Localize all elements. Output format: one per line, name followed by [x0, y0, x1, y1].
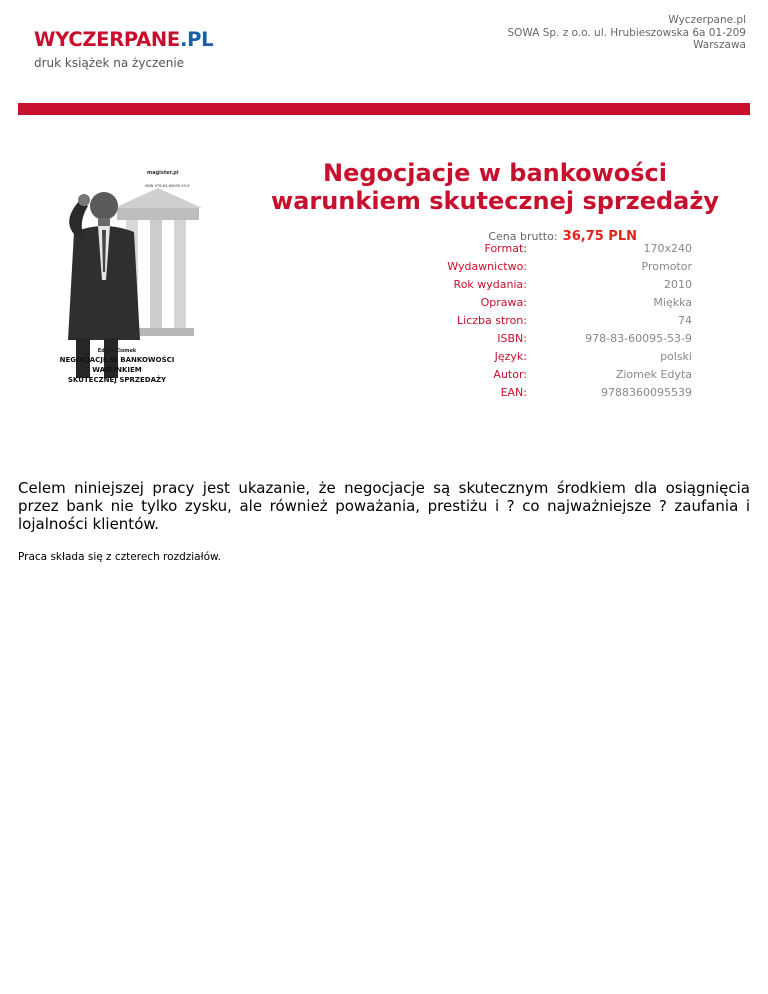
detail-label: Liczba stron:: [457, 314, 527, 327]
cover-title-line: NEGOCJACJE W BANKOWOŚCI: [59, 356, 175, 364]
site-logo[interactable]: [34, 30, 234, 74]
detail-value: Promotor: [641, 260, 692, 273]
cover-publisher-mark: magister.pl: [147, 170, 179, 176]
detail-label: Język:: [494, 350, 527, 363]
book-title: [240, 159, 750, 215]
detail-label: Autor:: [493, 368, 527, 381]
detail-row-format: [390, 240, 692, 258]
detail-label: EAN:: [500, 386, 527, 399]
detail-label: Rok wydania:: [453, 278, 527, 291]
cover-author: Edyta Ziomek: [97, 348, 137, 354]
detail-value: 74: [678, 314, 692, 327]
detail-value: 170x240: [643, 242, 692, 255]
company-info: [446, 14, 746, 52]
cover-isbn: ISBN 978-83-60095-53-9: [145, 184, 190, 188]
book-title-line: warunkiem skutecznej sprzedaży: [271, 187, 719, 215]
price-value: 36,75 PLN: [562, 229, 637, 244]
detail-row-binding: [390, 294, 692, 312]
book-title-line: Negocjacje w bankowości: [323, 159, 667, 187]
detail-row-publisher: [390, 258, 692, 276]
book-description: Celem niniejszej pracy jest ukazanie, że negocjacje są skutecznym środkiem dla osiągnięcia przez bank nie tylko zysku, ale również poważania, prestiżu i ? co najważniejsze ? zaufania i lojalności klientów.: [18, 479, 750, 533]
book-cover-image: [22, 160, 212, 400]
detail-row-isbn: [390, 330, 692, 348]
detail-label: ISBN:: [497, 332, 527, 345]
detail-row-pages: [390, 312, 692, 330]
detail-value: 978-83-60095-53-9: [585, 332, 692, 345]
cover-title-line: SKUTECZNEJ SPRZEDAŻY: [67, 376, 167, 384]
detail-label: Oprawa:: [480, 296, 527, 309]
company-city: Warszawa: [693, 39, 746, 51]
detail-row-ean: [390, 384, 692, 402]
company-address: SOWA Sp. z o.o. ul. Hrubieszowska 6a 01-209: [507, 26, 746, 39]
logo-tagline: druk książek na życzenie: [34, 55, 185, 70]
detail-row-year: [390, 276, 692, 294]
cover-title-line: WARUNKIEM: [92, 366, 142, 374]
detail-value: 2010: [664, 278, 692, 291]
logo-wordmark-red: WYCZERPANE: [34, 28, 180, 51]
detail-label: Wydawnictwo:: [447, 260, 527, 273]
detail-value: Ziomek Edyta: [615, 368, 692, 381]
detail-label: Format:: [484, 242, 527, 255]
book-details-table: [390, 240, 692, 402]
detail-value: Miękka: [653, 296, 692, 309]
logo-wordmark-blue: .PL: [179, 28, 214, 51]
book-note: Praca składa się z czterech rozdziałów.: [18, 551, 221, 563]
detail-row-author: [390, 366, 692, 384]
detail-value: polski: [660, 350, 692, 363]
company-name: Wyczerpane.pl: [668, 14, 746, 26]
detail-row-language: [390, 348, 692, 366]
header-divider: [18, 103, 750, 115]
logo-wordmark: [34, 30, 234, 50]
price-label: Cena brutto:: [488, 230, 558, 243]
book-cover-illustration: [22, 160, 212, 400]
detail-value: 9788360095539: [601, 386, 692, 399]
